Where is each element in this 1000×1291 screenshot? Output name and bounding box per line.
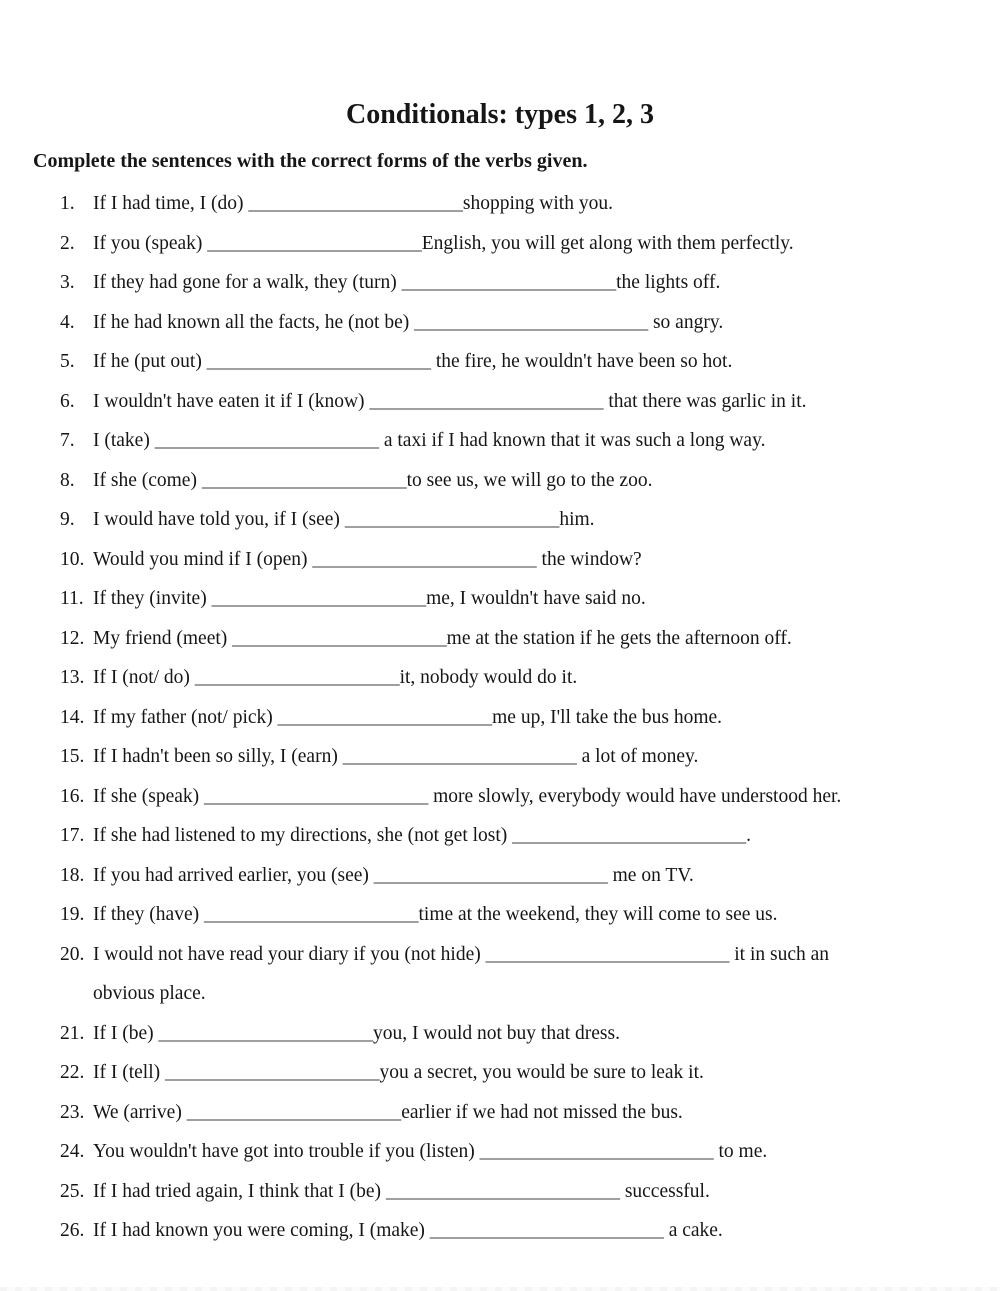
sentence-pre: If I hadn't been so silly, I (earn) [93,746,343,767]
sentence-pre: If she had listened to my directions, she (not get lost) [93,825,513,846]
item-number: 8. [60,469,75,491]
worksheet-item [0,342,1000,382]
worksheet-item [0,658,1000,698]
item-number: 22. [60,1062,85,1083]
answer-blank[interactable]: _____________________ [194,667,400,688]
sentence-pre: You wouldn't have got into trouble if you (listen) [93,1141,480,1162]
answer-blank[interactable]: _________________________ [485,943,730,965]
item-number: 21. [60,1022,85,1044]
worksheet-item [0,935,1000,1014]
answer-blank[interactable]: ______________________ [401,272,617,293]
item-number: 12. [60,627,85,649]
sentence-post: so angry. [648,311,724,333]
item-number: 2. [60,232,75,254]
worksheet-instruction: Complete the sentences with the correct forms of the verbs given. [33,150,588,172]
worksheet-item [0,698,1000,738]
worksheet-item [0,579,1000,619]
worksheet-item [0,895,1000,935]
worksheet-item [0,1132,1000,1172]
item-number: 23. [60,1101,85,1123]
item-number: 4. [60,311,75,333]
worksheet-item [0,619,1000,659]
sentence-pre: We (arrive) [93,1101,187,1123]
item-number: 11. [60,588,84,609]
sentence-pre: If I (not/ do) [93,667,195,688]
item-number: 3. [60,272,75,293]
answer-blank[interactable]: ______________________ [186,1101,402,1123]
answer-blank[interactable]: ______________________ [207,232,422,254]
sentence-pre: I wouldn't have eaten it if I (know) [93,390,370,412]
sentence-post: more slowly, everybody would have understood her. [428,785,842,807]
item-number: 13. [60,667,85,688]
worksheet-item [0,382,1000,422]
worksheet-title: Conditionals: types 1, 2, 3 [345,99,655,130]
sentence-pre: If I (be) [93,1022,159,1044]
sentence-post: a cake. [663,1220,723,1241]
sentence-pre: If my father (not/ pick) [93,706,278,728]
sentence-pre: If you had arrived earlier, you (see) [93,864,374,886]
sentence-post: the fire, he wouldn't have been so hot. [430,351,733,372]
sentence-pre: If I had known you were coming, I (make) [93,1220,430,1241]
worksheet-item [0,816,1000,856]
worksheet-item [0,461,1000,501]
answer-blank[interactable]: ________________________ [385,1180,620,1202]
answer-blank[interactable]: ______________________ [344,509,560,530]
item-number: 24. [60,1141,85,1162]
sentence-pre: If she (speak) [93,785,204,807]
sentence-post: to me. [713,1141,768,1162]
worksheet-item [0,856,1000,896]
sentence-post: successful. [619,1180,710,1202]
worksheet-item [0,303,1000,343]
sentence-post: you, I would not buy that dress. [373,1022,620,1044]
item-number: 17. [60,825,85,846]
item-number: 20. [60,943,85,965]
answer-blank[interactable]: _______________________ [204,785,429,807]
item-number: 26. [60,1220,85,1241]
sentence-continuation: obvious place. [93,983,206,1004]
answer-blank[interactable]: ________________________ [369,390,604,412]
sentence-post: me up, I'll take the bus home. [492,706,723,728]
items-list [0,184,1000,1251]
item-number: 25. [60,1180,85,1202]
sentence-pre: If they (invite) [93,588,212,609]
answer-blank[interactable]: ________________________ [479,1141,714,1162]
worksheet-item [0,540,1000,580]
answer-blank[interactable]: ________________________ [373,864,608,886]
answer-blank[interactable]: _____________________ [201,469,407,491]
worksheet-item [0,1211,1000,1251]
item-number: 7. [60,430,75,451]
page-bottom-scan-artifact [0,1287,1000,1291]
sentence-post: me on TV. [607,864,694,886]
sentence-pre: If I had time, I (do) [93,193,249,214]
sentence-post: a taxi if I had known that it was such a long way. [378,430,766,451]
answer-blank[interactable]: ______________________ [277,706,493,728]
item-number: 10. [60,548,85,570]
answer-blank[interactable]: ______________________ [211,588,427,609]
sentence-pre: If she (come) [93,469,202,491]
sentence-pre: I would not have read your diary if you (not hide) [93,943,486,965]
worksheet-item [0,1014,1000,1054]
sentence-post: to see us, we will go to the zoo. [406,469,653,491]
answer-blank[interactable]: ________________________ [429,1220,664,1241]
sentence-pre: I would have told you, if I (see) [93,509,345,530]
worksheet-item [0,1053,1000,1093]
sentence-post: . [746,825,752,846]
sentence-post: him. [559,509,595,530]
item-number: 9. [60,509,75,530]
item-number: 14. [60,706,85,728]
answer-blank[interactable]: ________________________ [512,825,747,846]
sentence-post: the lights off. [616,272,721,293]
answer-blank[interactable]: ______________________ [248,193,463,214]
item-number: 5. [60,351,75,372]
sentence-pre: I (take) [93,430,155,451]
sentence-pre: If I had tried again, I think that I (be) [93,1180,386,1202]
sentence-pre: If I (tell) [93,1062,166,1083]
item-number: 6. [60,390,75,412]
sentence-post: you a secret, you would be sure to leak it. [379,1062,704,1083]
sentence-pre: If they had gone for a walk, they (turn) [93,272,402,293]
answer-blank[interactable]: ________________________ [342,746,577,767]
sentence-pre: If they (have) [93,904,204,925]
answer-blank[interactable]: ______________________ [203,904,419,925]
worksheet-item [0,1093,1000,1133]
sentence-pre: If he had known all the facts, he (not be) [93,311,415,333]
sentence-post: me at the station if he gets the afternoon off. [446,627,792,649]
item-number: 19. [60,904,85,925]
worksheet-item [0,263,1000,303]
sentence-post: a lot of money. [576,746,699,767]
answer-blank[interactable]: ______________________ [158,1022,373,1044]
sentence-post: English, you will get along with them perfectly. [421,232,794,254]
sentence-post: me, I wouldn't have said no. [426,588,646,609]
worksheet-item [0,1172,1000,1212]
sentence-post: that there was garlic in it. [603,390,807,412]
sentence-post: the window? [536,548,642,570]
worksheet-item [0,737,1000,777]
answer-blank[interactable]: _______________________ [206,351,431,372]
answer-blank[interactable]: _______________________ [154,430,379,451]
sentence-pre: Would you mind if I (open) [93,548,313,570]
sentence-post: it, nobody would do it. [399,667,578,688]
answer-blank[interactable]: ______________________ [165,1062,380,1083]
sentence-pre: If you (speak) [93,232,208,254]
worksheet-item [0,224,1000,264]
item-number: 18. [60,864,85,886]
worksheet-item [0,777,1000,817]
answer-blank[interactable]: ______________________ [232,627,447,649]
worksheet-item [0,421,1000,461]
sentence-post: shopping with you. [462,193,613,214]
answer-blank[interactable]: ________________________ [414,311,649,333]
sentence-pre: My friend (meet) [93,627,233,649]
sentence-post: time at the weekend, they will come to see us. [418,904,778,925]
sentence-post: earlier if we had not missed the bus. [401,1101,683,1123]
sentence-post: it in such an [729,943,830,965]
item-number: 1. [60,193,75,214]
worksheet-item [0,500,1000,540]
answer-blank[interactable]: _______________________ [312,548,537,570]
item-number: 15. [60,746,85,767]
item-number: 16. [60,785,85,807]
worksheet-item [0,184,1000,224]
sentence-pre: If he (put out) [93,351,207,372]
